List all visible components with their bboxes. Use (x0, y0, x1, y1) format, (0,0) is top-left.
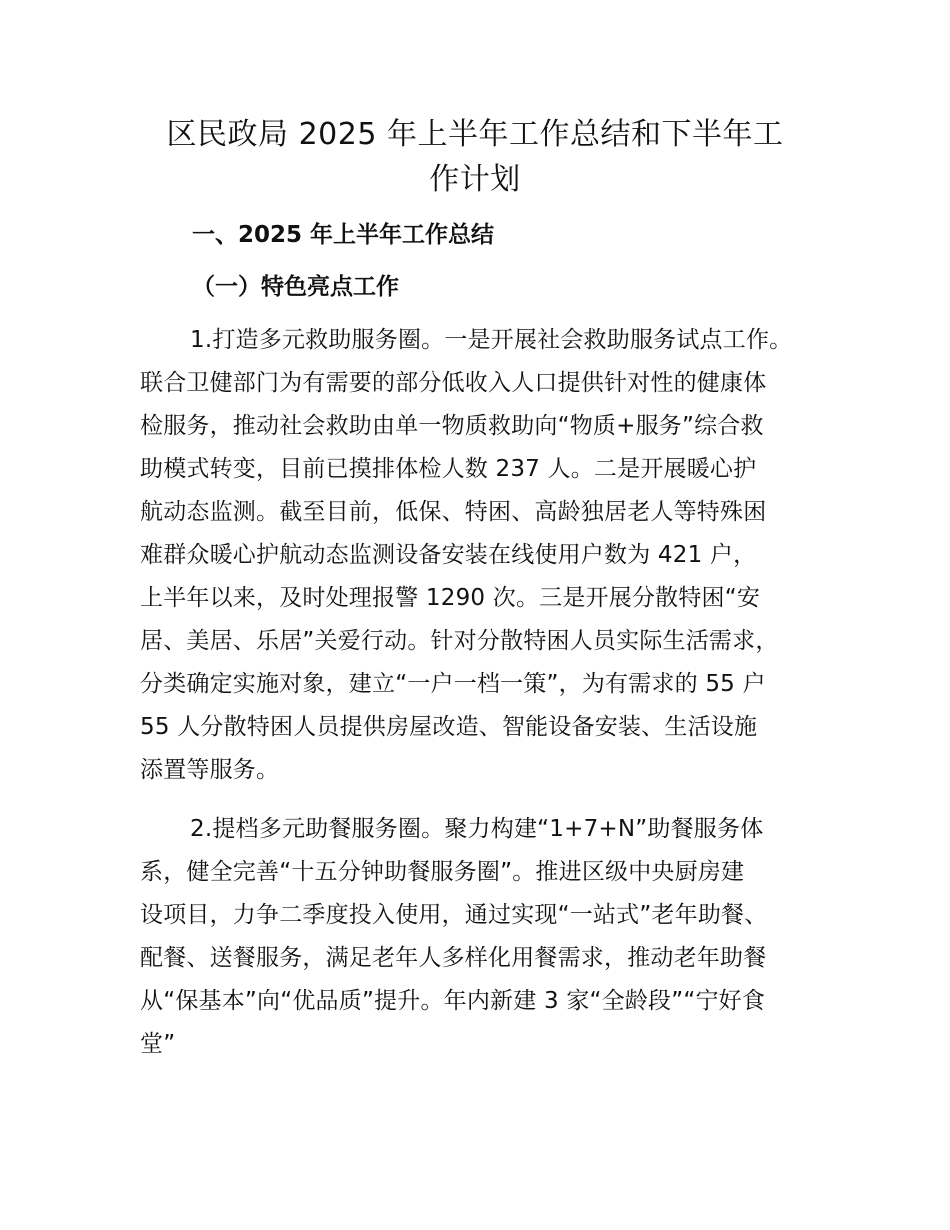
text-line: 分类确定实施对象，建立“一户一档一策”，为有需求的 55 户 (140, 671, 766, 697)
text-line: 1.打造多元救助服务圈。一是开展社会救助服务试点工作。 (190, 327, 793, 353)
text-line: 难群众暖心护航动态监测设备安装在线使用户数为 421 户， (140, 542, 757, 568)
text-line: 航动态监测。截至目前，低保、特困、高龄独居老人等特殊困 (140, 499, 767, 525)
subsection-heading: （一）特色亮点工作 (192, 274, 399, 300)
text-line: 添置等服务。 (140, 757, 280, 783)
text-line: 从“保基本”向“优品质”提升。年内新建 3 家“全龄段”“宁好食 (140, 988, 766, 1014)
document-title (140, 112, 810, 202)
text-line: 2.提档多元助餐服务圈。聚力构建“1+7+N”助餐服务体 (190, 816, 764, 842)
text-line: 助模式转变，目前已摸排体检人数 237 人。二是开展暖心护 (140, 456, 757, 482)
paragraph-1 (140, 319, 830, 792)
title-line: 区民政局 2025 年上半年工作总结和下半年工 (166, 117, 784, 152)
text-line: 设项目，力争二季度投入使用，通过实现“一站式”老年助餐、 (140, 902, 768, 928)
text-line: 上半年以来，及时处理报警 1290 次。三是开展分散特困“安 (140, 585, 761, 611)
text-line: 检服务，推动社会救助由单一物质救助向“物质+服务”综合救 (140, 413, 764, 439)
section-heading: 一、2025 年上半年工作总结 (192, 222, 495, 248)
text-line: 堂” (140, 1031, 176, 1057)
title-line: 作计划 (429, 162, 521, 197)
text-line: 居、美居、乐居”关爱行动。针对分散特困人员实际生活需求， (140, 628, 779, 654)
text-line: 55 人分散特困人员提供房屋改造、智能设备安装、生活设施 (140, 714, 758, 740)
paragraph-2 (140, 808, 830, 1066)
text-line: 系，健全完善“十五分钟助餐服务圈”。推进区级中央厨房建 (140, 859, 745, 885)
text-line: 配餐、送餐服务，满足老年人多样化用餐需求，推动老年助餐 (140, 945, 767, 971)
text-line: 联合卫健部门为有需要的部分低收入人口提供针对性的健康体 (140, 370, 767, 396)
